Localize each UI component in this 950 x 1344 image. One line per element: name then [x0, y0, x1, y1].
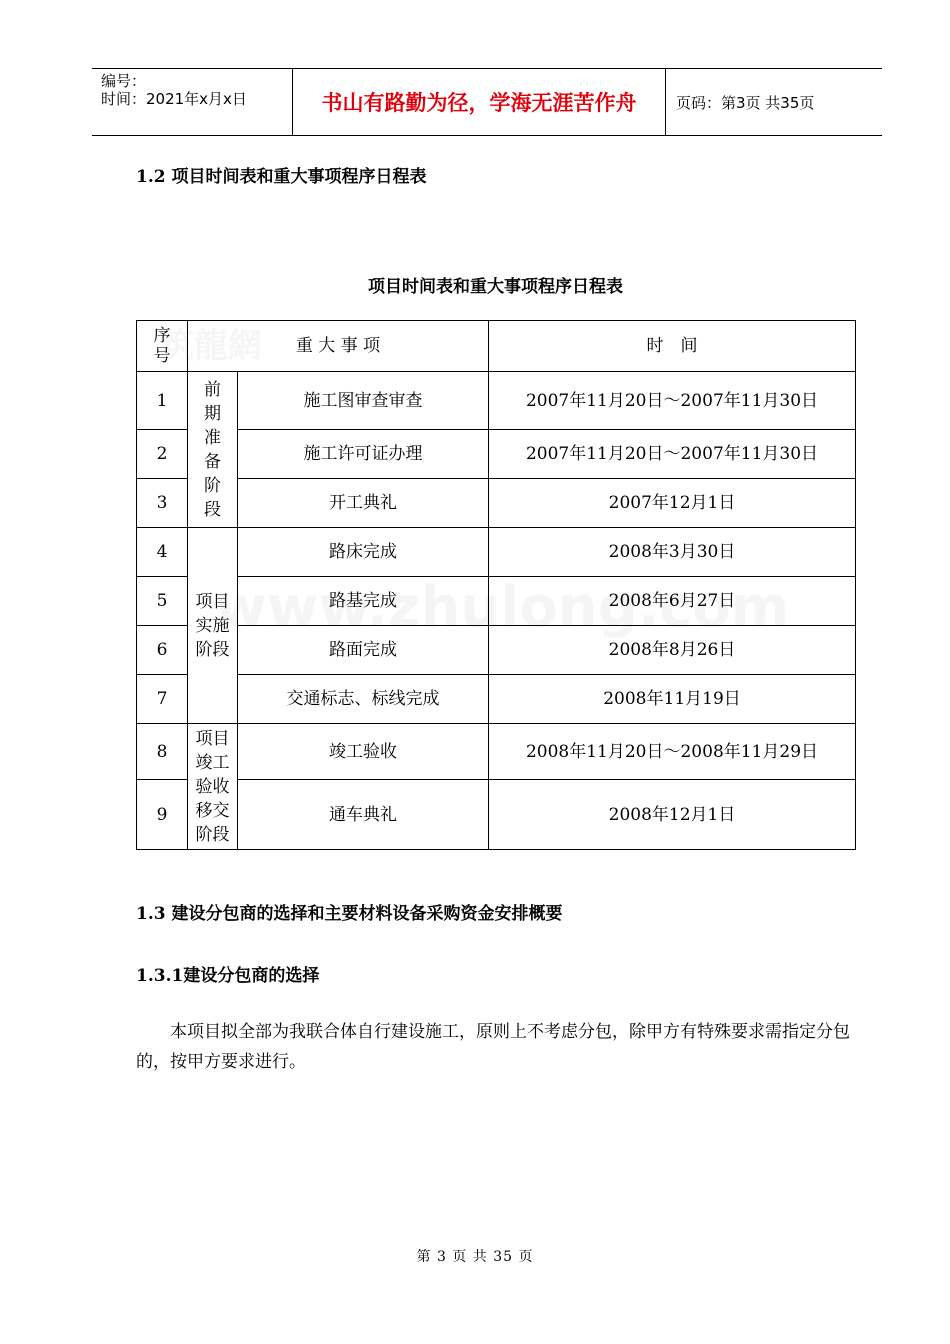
phase-cell: 前期准备阶段 — [188, 372, 238, 528]
table-title: 项目时间表和重大事项程序日程表 — [368, 277, 623, 297]
row-event: 开工典礼 — [238, 479, 489, 528]
row-seq: 9 — [137, 780, 188, 850]
header-event: 重 大 事 项 — [188, 321, 489, 372]
table-row — [137, 724, 856, 780]
row-seq: 7 — [137, 675, 188, 724]
table-row — [137, 780, 856, 850]
row-seq: 8 — [137, 724, 188, 780]
header-number-label: 编号： — [101, 72, 147, 90]
row-event: 路面完成 — [238, 626, 489, 675]
section-1-3-1-heading: 1.3.1建设分包商的选择 — [136, 966, 320, 986]
page-footer: 第 3 页 共 35 页 — [416, 1249, 534, 1265]
row-event: 路基完成 — [238, 577, 489, 626]
row-event: 路床完成 — [238, 528, 489, 577]
row-event: 通车典礼 — [238, 780, 489, 850]
row-event: 交通标志、标线完成 — [238, 675, 489, 724]
row-time: 2007年11月20日～2007年11月30日 — [489, 372, 856, 430]
table-row — [137, 372, 856, 430]
row-event: 施工许可证办理 — [238, 430, 489, 479]
row-seq: 4 — [137, 528, 188, 577]
table-row — [137, 430, 856, 479]
row-time: 2008年11月19日 — [489, 675, 856, 724]
table-row — [137, 626, 856, 675]
section-1-3-heading: 1.3 建设分包商的选择和主要材料设备采购资金安排概要 — [136, 904, 563, 924]
row-event: 竣工验收 — [238, 724, 489, 780]
header-motto: 书山有路勤为径，学海无涯苦作舟 — [293, 69, 666, 135]
row-event: 施工图审查审查 — [238, 372, 489, 430]
row-seq: 6 — [137, 626, 188, 675]
phase-cell: 项目竣工验收移交阶段 — [188, 724, 238, 850]
row-time: 2008年3月30日 — [489, 528, 856, 577]
row-time: 2007年11月20日～2007年11月30日 — [489, 430, 856, 479]
table-row — [137, 577, 856, 626]
schedule-table — [136, 320, 856, 850]
table-row — [137, 675, 856, 724]
table-row — [137, 479, 856, 528]
section-1-2-heading: 1.2 项目时间表和重大事项程序日程表 — [136, 167, 427, 187]
row-seq: 2 — [137, 430, 188, 479]
header-meta — [92, 69, 293, 135]
row-time: 2008年12月1日 — [489, 780, 856, 850]
body-paragraph: 本项目拟全部为我联合体自行建设施工，原则上不考虑分包，除甲方有特殊要求需指定分包的，按甲方要求进行。 — [136, 1022, 850, 1072]
row-seq: 1 — [137, 372, 188, 430]
phase-cell: 项目实施阶段 — [188, 528, 238, 724]
header-seq: 序号 — [137, 321, 188, 372]
row-seq: 5 — [137, 577, 188, 626]
row-time: 2008年6月27日 — [489, 577, 856, 626]
row-time: 2008年8月26日 — [489, 626, 856, 675]
table-row — [137, 528, 856, 577]
table-header-row — [137, 321, 856, 372]
row-time: 2008年11月20日～2008年11月29日 — [489, 724, 856, 780]
header-time: 时 间 — [489, 321, 856, 372]
header-page-info: 页码：第3页 共35页 — [676, 93, 815, 112]
row-time: 2007年12月1日 — [489, 479, 856, 528]
row-seq: 3 — [137, 479, 188, 528]
header-time-label: 时间：2021年x月x日 — [101, 90, 247, 108]
page-header — [92, 68, 882, 136]
